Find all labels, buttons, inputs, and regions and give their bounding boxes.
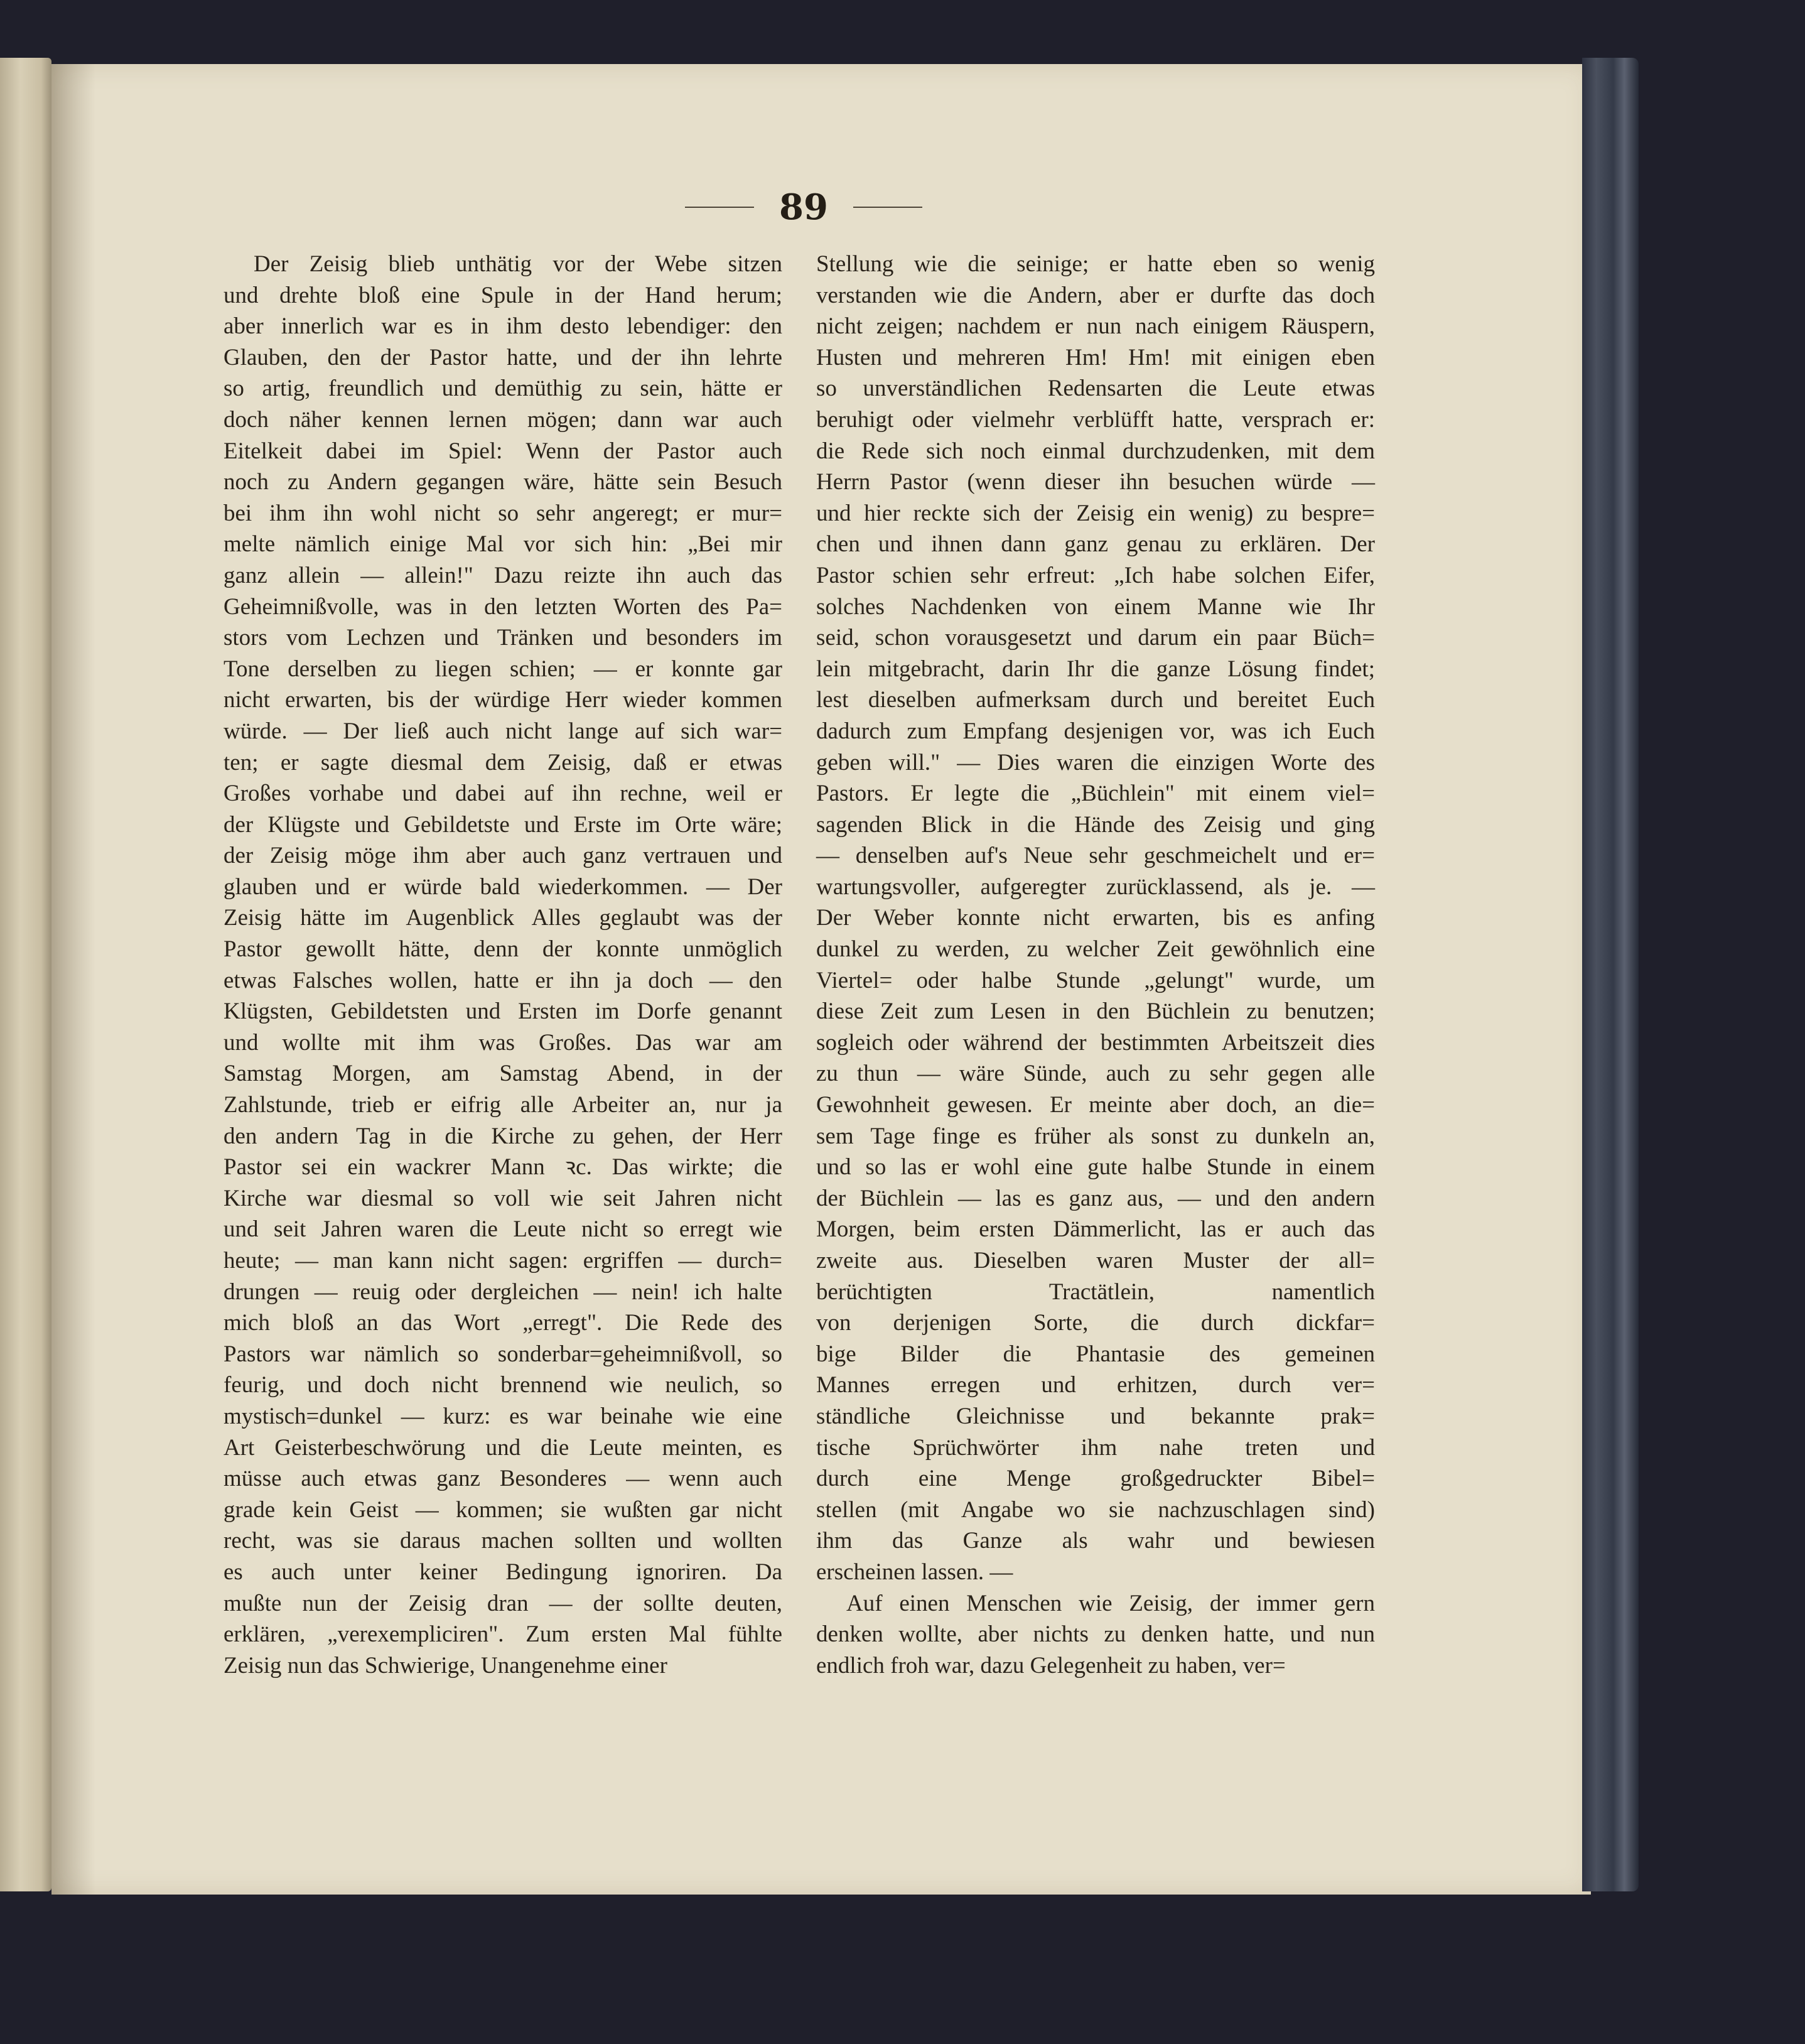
text-line: beruhigt oder vielmehr verblüfft hatte, versprach er: — [816, 406, 1375, 433]
text-line: Zeisig nun das Schwierige, Unangenehme einer — [224, 1652, 667, 1679]
header-rule-right — [853, 207, 922, 208]
text-line: verstanden wie die Andern, aber er durfte das doch — [816, 282, 1375, 308]
text-line: würde. — Der ließ auch nicht lange auf sich war= — [224, 718, 782, 744]
text-line: der Zeisig möge ihm aber auch ganz vertrauen und — [224, 843, 782, 869]
text-line: erscheinen lassen. — — [816, 1559, 1013, 1585]
text-line: den andern Tag in die Kirche zu gehen, der Herr — [224, 1123, 782, 1149]
text-line: Herrn Pastor (wenn dieser ihn besuchen würde — — [816, 469, 1375, 495]
text-line: so unverständlichen Redensarten die Leute etwas — [816, 376, 1375, 402]
text-line: von derjenigen Sorte, die durch dickfar= — [816, 1310, 1375, 1336]
text-line: bei ihm ihn wohl nicht so sehr angeregt; er mur= — [224, 500, 782, 526]
text-line: lest dieselben aufmerksam durch und bereitet Euch — [816, 687, 1375, 713]
text-line: ten; er sagte diesmal dem Zeisig, daß er etwas — [224, 749, 782, 776]
text-line: sagenden Blick in die Hände des Zeisig und ging — [816, 811, 1375, 838]
book-binding-edge — [1582, 58, 1639, 1891]
text-line: mußte nun der Zeisig dran — der sollte deuten, — [224, 1590, 782, 1616]
text-line: Tone derselben zu liegen schien; — er konnte gar — [224, 656, 782, 682]
text-line: Stellung wie die seinige; er hatte eben so wenig — [816, 251, 1375, 277]
text-line: Pastor schien sehr erfreut: „Ich habe solchen Eifer, — [816, 562, 1375, 588]
text-line: der Büchlein — las es ganz aus, — und den andern — [816, 1185, 1375, 1211]
text-line: drungen — reuig oder dergleichen — nein! ich halte — [224, 1279, 782, 1305]
text-line: Art Geisterbeschwörung und die Leute meinten, es — [224, 1434, 782, 1461]
text-line: Morgen, beim ersten Dämmerlicht, las er auch das — [816, 1216, 1375, 1243]
text-line: so artig, freundlich und demüthig zu sein, hätte er — [224, 376, 782, 402]
text-line: ganz allein — allein!" Dazu reizte ihn auch das — [224, 562, 782, 588]
text-line: dunkel zu werden, zu welcher Zeit gewöhnlich eine — [816, 936, 1375, 963]
text-line: zu thun — wäre Sünde, auch zu sehr gegen alle — [816, 1061, 1375, 1087]
text-line: glauben und er würde bald wiederkommen. — Der — [224, 873, 782, 900]
text-line: seid, schon vorausgesetzt und darum ein paar Büch= — [816, 625, 1375, 651]
text-line: recht, was sie daraus machen sollten und wollten — [224, 1528, 782, 1554]
text-line: und seit Jahren waren die Leute nicht so erregt wie — [224, 1216, 782, 1243]
text-line: etwas Falsches wollen, hatte er ihn ja doch — den — [224, 967, 782, 993]
text-column-right — [816, 249, 1375, 1681]
text-line: Geheimnißvolle, was in den letzten Worten des Pa= — [224, 593, 782, 620]
text-line: der Klügste und Gebildetste und Erste im Orte wäre; — [224, 811, 782, 838]
text-line: tische Sprüchwörter ihm nahe treten und — [816, 1434, 1375, 1461]
text-line: Pastors war nämlich so sonderbar=geheimnißvoll, so — [224, 1341, 782, 1367]
header-rule-left — [685, 207, 754, 208]
text-line: ständliche Gleichnisse und bekannte prak= — [816, 1403, 1375, 1429]
text-line: stors vom Lechzen und Tränken und besonders im — [224, 625, 782, 651]
text-line: Der Zeisig blieb unthätig vor der Webe sitzen — [254, 251, 782, 277]
text-line: melte nämlich einige Mal vor sich hin: „Bei mir — [224, 531, 782, 558]
text-line: lein mitgebracht, darin Ihr die ganze Lösung findet; — [816, 656, 1375, 682]
text-line: Zeisig hätte im Augenblick Alles geglaubt was der — [224, 905, 782, 931]
text-line: Samstag Morgen, am Samstag Abend, in der — [224, 1061, 782, 1087]
text-line: — denselben auf's Neue sehr geschmeichelt und er= — [816, 843, 1375, 869]
text-line: erklären, „verexempliciren". Zum ersten Mal fühlte — [224, 1621, 782, 1648]
text-line: ihm das Ganze als wahr und bewiesen — [816, 1528, 1375, 1554]
text-line: bige Bilder die Phantasie des gemeinen — [816, 1341, 1375, 1367]
text-line: Auf einen Menschen wie Zeisig, der immer gern — [846, 1590, 1375, 1616]
text-line: Pastor sei ein wackrer Mann ꝛc. Das wirkte; die — [224, 1154, 782, 1181]
text-line: berüchtigten Tractätlein, namentlich — [816, 1279, 1375, 1305]
text-line: mystisch=dunkel — kurz: es war beinahe wie eine — [224, 1403, 782, 1429]
text-line: nicht erwarten, bis der würdige Herr wieder kommen — [224, 687, 782, 713]
text-line: sogleich oder während der bestimmten Arbeitszeit dies — [816, 1029, 1375, 1056]
text-line: Klügsten, Gebildetsten und Ersten im Dorfe genannt — [224, 998, 782, 1025]
text-line: solches Nachdenken von einem Manne wie Ihr — [816, 593, 1375, 620]
text-line: Pastor gewollt hätte, denn der konnte unmöglich — [224, 936, 782, 963]
page-header — [653, 188, 954, 226]
page-number: 89 — [779, 187, 828, 228]
text-line: denken wollte, aber nichts zu denken hatte, und nun — [816, 1621, 1375, 1648]
text-line: chen und ihnen dann ganz genau zu erklären. Der — [816, 531, 1375, 558]
text-line: dadurch zum Empfang desjenigen vor, was ich Euch — [816, 718, 1375, 744]
text-line: wartungsvoller, aufgeregter zurücklassend, als je. — — [816, 873, 1375, 900]
text-line: Zahlstunde, trieb er eifrig alle Arbeiter an, nur ja — [224, 1092, 782, 1118]
text-line: müsse auch etwas ganz Besonderes — wenn auch — [224, 1466, 782, 1492]
text-line: Großes vorhabe und dabei auf ihn rechne, weil er — [224, 781, 782, 807]
previous-page-edge — [0, 58, 51, 1891]
text-line: grade kein Geist — kommen; sie wußten gar nicht — [224, 1496, 782, 1523]
text-line: nicht zeigen; nachdem er nun nach einigem Räuspern, — [816, 313, 1375, 340]
text-line: Viertel= oder halbe Stunde „gelungt" wurde, um — [816, 967, 1375, 993]
text-line: mich bloß an das Wort „erregt". Die Rede des — [224, 1310, 782, 1336]
text-line: sem Tage finge es früher als sonst zu dunkeln an, — [816, 1123, 1375, 1149]
text-line: doch näher kennen lernen mögen; dann war auch — [224, 406, 782, 433]
text-line: noch zu Andern gegangen wäre, hätte sein Besuch — [224, 469, 782, 495]
text-line: es auch unter keiner Bedingung ignoriren. Da — [224, 1559, 782, 1585]
text-line: Eitelkeit dabei im Spiel: Wenn der Pastor auch — [224, 438, 782, 464]
text-line: durch eine Menge großgedruckter Bibel= — [816, 1466, 1375, 1492]
text-line: heute; — man kann nicht sagen: ergriffen — durch= — [224, 1248, 782, 1273]
text-line: Der Weber konnte nicht erwarten, bis es anfing — [816, 905, 1375, 931]
text-line: Kirche war diesmal so voll wie seit Jahren nicht — [224, 1185, 782, 1211]
text-line: die Rede sich noch einmal durchzudenken, mit dem — [816, 438, 1375, 464]
text-line: aber innerlich war es in ihm desto lebendiger: den — [224, 313, 782, 340]
text-line: Husten und mehreren Hm! Hm! mit einigen eben — [816, 344, 1375, 370]
text-line: und wollte mit ihm was Großes. Das war am — [224, 1029, 782, 1056]
text-line: feurig, und doch nicht brennend wie neulich, so — [224, 1372, 782, 1398]
text-line: Glauben, den der Pastor hatte, und der ihn lehrte — [224, 344, 782, 370]
text-line: zweite aus. Dieselben waren Muster der all= — [816, 1248, 1375, 1273]
text-column-left — [224, 249, 782, 1681]
text-line: endlich froh war, dazu Gelegenheit zu haben, ver= — [816, 1652, 1286, 1679]
text-line: stellen (mit Angabe wo sie nachzuschlagen sind) — [816, 1496, 1375, 1523]
text-line: und so las er wohl eine gute halbe Stunde in einem — [816, 1154, 1375, 1181]
text-line: diese Zeit zum Lesen in den Büchlein zu benutzen; — [816, 998, 1375, 1025]
text-line: Mannes erregen und erhitzen, durch ver= — [816, 1372, 1375, 1398]
text-line: Gewohnheit gewesen. Er meinte aber doch, an die= — [816, 1092, 1375, 1118]
text-line: geben will." — Dies waren die einzigen Worte des — [816, 749, 1375, 776]
text-line: und drehte bloß eine Spule in der Hand herum; — [224, 282, 782, 308]
text-line: Pastors. Er legte die „Büchlein" mit einem viel= — [816, 781, 1375, 807]
text-line: und hier reckte sich der Zeisig ein wenig) zu bespre= — [816, 500, 1375, 526]
